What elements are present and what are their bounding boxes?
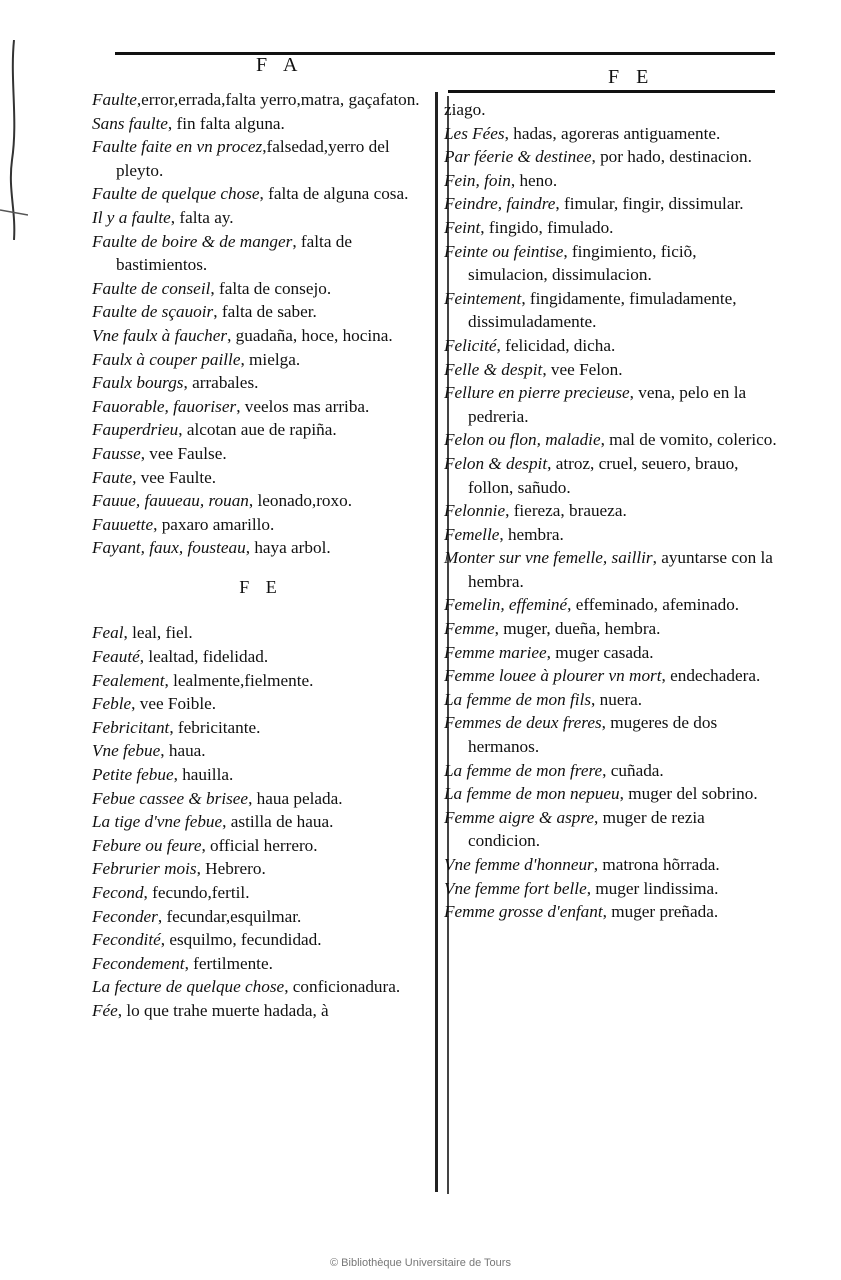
entry-translation: , hembra. xyxy=(499,524,564,544)
entry-headword: Femme mariee xyxy=(444,642,547,662)
dictionary-entry xyxy=(444,617,780,641)
entry-headword: Februrier mois xyxy=(92,859,197,879)
dictionary-entry xyxy=(444,593,780,617)
entry-headword: Feintement xyxy=(444,288,522,308)
entry-headword: Felonnie xyxy=(444,501,506,521)
entry-headword: Faulte de boire & de manger xyxy=(92,231,293,251)
dictionary-entry xyxy=(444,334,780,358)
entry-headword: Vne femme fort belle xyxy=(444,878,587,898)
dictionary-entry xyxy=(92,88,430,112)
entry-headword: Feinte ou feintise xyxy=(444,241,564,261)
entry-translation: , fingimiento, ficiõ, simulacion, dissimulacion. xyxy=(468,241,697,285)
entry-translation: , mielga. xyxy=(240,349,301,369)
entry-headword: Felicité xyxy=(444,335,497,355)
entry-headword: Fecondité xyxy=(92,930,161,950)
entry-headword: Fausse xyxy=(92,443,141,463)
dictionary-entry xyxy=(92,621,430,645)
entry-headword: Feconder xyxy=(92,906,158,926)
entry-translation: , vee Faulte. xyxy=(132,467,217,487)
entry-translation: , haya arbol. xyxy=(245,538,331,558)
left-column xyxy=(92,88,430,1023)
dictionary-entry xyxy=(444,782,780,806)
running-head-left: F A xyxy=(256,54,304,76)
entry-headword: Fecond xyxy=(92,883,144,902)
entry-translation: , guadaña, hoce, hocina. xyxy=(227,325,393,345)
dictionary-entry xyxy=(92,230,430,277)
entry-translation: ,falsedad,yerro del pleyto. xyxy=(116,137,390,180)
entry-headword: Il y a faulte xyxy=(92,207,171,227)
dictionary-entry xyxy=(92,810,430,834)
entry-translation: , mugeres de dos hermanos. xyxy=(468,713,718,757)
dictionary-entry xyxy=(92,669,430,693)
dictionary-entry xyxy=(444,877,780,901)
entry-headword: Feint xyxy=(444,217,481,237)
dictionary-entry xyxy=(444,546,780,593)
entry-translation: , hauilla. xyxy=(173,765,234,785)
dictionary-entry xyxy=(444,853,780,877)
entry-headword: Fée xyxy=(92,1000,118,1020)
dictionary-entry xyxy=(92,999,430,1023)
entry-headword: Fellure en pierre precieuse xyxy=(444,383,630,403)
entry-headword: Par féerie & destinee xyxy=(444,147,592,167)
entry-headword: Faulx bourgs xyxy=(92,373,184,393)
dictionary-entry xyxy=(444,192,780,216)
entry-translation: , febricitante. xyxy=(169,717,261,737)
entry-translation: , arrabales. xyxy=(183,373,259,393)
entry-translation: , felicidad, dicha. xyxy=(496,335,616,355)
entry-headword: Faulte de quelque chose xyxy=(92,184,260,204)
entry-headword: Fauue, fauueau, rouan xyxy=(92,491,249,511)
entry-headword: Fauuette xyxy=(92,514,154,534)
dictionary-entry xyxy=(92,975,430,999)
entry-headword: Femme xyxy=(444,619,495,639)
dictionary-entry xyxy=(92,182,430,206)
entry-headword: Feble xyxy=(92,694,132,714)
dictionary-entry xyxy=(92,536,430,560)
entry-headword: Feindre, faindre xyxy=(444,194,556,214)
entry-translation: , por hado, destinacion. xyxy=(591,147,752,167)
entry-headword: Felon ou flon, maladie xyxy=(444,430,601,450)
dictionary-entry xyxy=(444,145,780,169)
entry-translation: , vee Foible. xyxy=(131,694,217,714)
entry-headword: Felon & despit xyxy=(444,453,548,473)
dictionary-entry xyxy=(92,112,430,136)
entry-translation: , muger del sobrino. xyxy=(619,784,758,804)
entry-headword: Femme grosse d'enfant xyxy=(444,902,603,922)
dictionary-entry xyxy=(92,300,430,324)
dictionary-entry xyxy=(92,395,430,419)
header-rule-right xyxy=(448,90,775,93)
dictionary-entry xyxy=(444,98,780,122)
entry-translation: ziago. xyxy=(444,100,486,119)
dictionary-entry xyxy=(444,216,780,240)
entry-headword: Fein, foin xyxy=(444,170,511,190)
entry-headword: Vne faulx à faucher xyxy=(92,325,228,345)
dictionary-entry xyxy=(92,739,430,763)
entry-translation: , falta de bastimientos. xyxy=(116,231,352,275)
entry-headword: La femme de mon frere xyxy=(444,760,603,780)
dictionary-entry xyxy=(444,759,780,783)
entry-headword: Femelle xyxy=(444,524,500,544)
entry-translation: , leal, fiel. xyxy=(123,623,193,643)
entry-headword: Faulte de conseil xyxy=(92,278,211,298)
dictionary-entry xyxy=(444,499,780,523)
dictionary-entry xyxy=(444,240,780,287)
dictionary-entry xyxy=(444,122,780,146)
entry-translation: , astilla de haua. xyxy=(222,812,334,832)
entry-headword: Febure ou feure xyxy=(92,835,202,855)
entry-translation: , mal de vomito, colerico. xyxy=(600,430,777,450)
dictionary-entry xyxy=(92,324,430,348)
dictionary-entry xyxy=(444,358,780,382)
entry-headword: Les Fées xyxy=(444,123,505,143)
entry-translation: , falta ay. xyxy=(170,207,234,227)
dictionary-entry xyxy=(92,716,430,740)
dictionary-entry xyxy=(92,418,430,442)
entry-headword: Faute xyxy=(92,467,133,487)
entry-translation: , veelos mas arriba. xyxy=(236,396,370,416)
entry-headword: La tige d'vne febue xyxy=(92,812,223,832)
entry-headword: Femme aigre & aspre xyxy=(444,807,595,827)
entry-translation: , fingidamente, fimuladamente, dissimuladamente. xyxy=(468,288,737,332)
entry-translation: , ayuntarse con la hembra. xyxy=(468,548,773,591)
entry-headword: Fauperdrieu xyxy=(92,420,179,440)
dictionary-entry xyxy=(92,928,430,952)
binding-thread-decoration xyxy=(0,40,28,240)
entry-headword: Petite febue xyxy=(92,765,174,785)
column-divider xyxy=(435,92,438,1192)
entry-headword: Vne febue xyxy=(92,741,161,761)
entry-translation: , muger de rezia condicion. xyxy=(468,807,705,851)
dictionary-entry xyxy=(92,787,430,811)
dictionary-entry xyxy=(444,688,780,712)
dictionary-entry xyxy=(444,452,780,499)
entry-translation: , fimular, fingir, dissimular. xyxy=(555,194,744,214)
entry-headword: Febricitant xyxy=(92,717,170,737)
dictionary-entry xyxy=(92,834,430,858)
entry-translation: , esquilmo, fecundidad. xyxy=(160,930,322,950)
entry-translation: , lealtad, fidelidad. xyxy=(139,647,269,667)
entry-headword: Feal xyxy=(92,623,124,643)
dictionary-entry xyxy=(444,287,780,334)
dictionary-entry xyxy=(92,466,430,490)
entry-headword: Faulx à couper paille xyxy=(92,349,241,369)
entry-translation: , nuera. xyxy=(591,689,643,709)
dictionary-entry xyxy=(92,881,430,905)
entry-translation: , muger lindissima. xyxy=(586,878,719,898)
entry-headword: La femme de mon fils xyxy=(444,689,592,709)
dictionary-entry xyxy=(92,645,430,669)
entry-translation: , hadas, agoreras antiguamente. xyxy=(504,123,721,143)
dictionary-entry xyxy=(92,905,430,929)
entry-translation: , muger casada. xyxy=(546,642,654,662)
dictionary-entry xyxy=(444,664,780,688)
dictionary-entry xyxy=(444,806,780,853)
dictionary-entry xyxy=(444,428,780,452)
entry-headword: Feauté xyxy=(92,647,140,667)
dictionary-entry xyxy=(444,381,780,428)
entry-headword: Fecondement xyxy=(92,953,185,973)
entry-translation: , atroz, cruel, seuero, brauo, follon, sañudo. xyxy=(468,453,739,497)
dictionary-entry xyxy=(92,442,430,466)
entry-translation: , muger preñada. xyxy=(602,902,719,922)
entry-headword: Fealement xyxy=(92,670,165,690)
entry-translation: , vee Felon. xyxy=(542,359,623,379)
entry-translation: , falta de saber. xyxy=(213,302,317,322)
header-rule xyxy=(115,52,775,55)
entry-translation: , leonado,roxo. xyxy=(248,491,353,511)
section-heading: F E xyxy=(239,576,283,597)
entry-headword: Fauorable, fauoriser xyxy=(92,396,237,416)
entry-translation: , alcotan aue de rapiña. xyxy=(178,420,337,440)
entry-headword: Sans faulte xyxy=(92,113,168,133)
entry-headword: La femme de mon nepueu xyxy=(444,784,620,804)
entry-translation: , effeminado, afeminado. xyxy=(567,595,740,615)
dictionary-entry xyxy=(92,489,430,513)
dictionary-entry xyxy=(92,763,430,787)
entry-translation: , fertilmente. xyxy=(184,953,273,973)
entry-translation: , muger, dueña, hembra. xyxy=(494,619,661,639)
entry-translation: , heno. xyxy=(510,170,558,190)
running-head-right: F E xyxy=(608,66,655,88)
entry-translation: , fecundar,esquilmar. xyxy=(157,906,302,926)
dictionary-entry xyxy=(92,277,430,301)
right-column xyxy=(444,98,780,924)
dictionary-entry xyxy=(92,371,430,395)
entry-headword: Faulte xyxy=(92,90,137,109)
entry-translation: , falta de alguna cosa. xyxy=(259,184,409,204)
entry-headword: Felle & despit xyxy=(444,359,543,379)
dictionary-entry xyxy=(444,711,780,758)
entry-translation: , lealmente,fielmente. xyxy=(164,670,314,690)
dictionary-entry xyxy=(92,857,430,881)
entry-translation: , vena, pelo en la pedreria. xyxy=(468,383,747,426)
entry-translation: , lo que trahe muerte hadada, à xyxy=(117,1000,329,1020)
entry-translation: , official herrero. xyxy=(201,835,318,855)
entry-translation: , fiereza, braueza. xyxy=(505,501,627,521)
dictionary-entry xyxy=(444,641,780,665)
entry-translation: , matrona hõrrada. xyxy=(593,855,720,874)
entry-translation: , haua pelada. xyxy=(248,788,343,808)
entry-translation: , endechadera. xyxy=(661,666,761,686)
dictionary-entry xyxy=(92,692,430,716)
entry-translation: , fecundo,fertil. xyxy=(143,883,250,902)
entry-translation: , falta de consejo. xyxy=(210,278,332,298)
entry-headword: Faulte faite en vn procez xyxy=(92,137,263,157)
entry-translation: , fin falta alguna. xyxy=(167,113,285,133)
dictionary-entry xyxy=(92,348,430,372)
copyright-footer: © Bibliothèque Universitaire de Tours xyxy=(330,1257,511,1269)
entry-headword: Monter sur vne femelle, saillir xyxy=(444,548,653,568)
entry-headword: La fecture de quelque chose xyxy=(92,977,285,997)
dictionary-entry xyxy=(92,513,430,537)
dictionary-entry xyxy=(444,900,780,924)
entry-translation: , cuñada. xyxy=(602,760,664,780)
dictionary-entry xyxy=(92,206,430,230)
entry-headword: Faulte de sçauoir xyxy=(92,302,214,322)
entry-headword: Femmes de deux freres xyxy=(444,713,602,733)
entry-headword: Fayant, faux, fousteau xyxy=(92,538,246,558)
entry-translation: , fingido, fimulado. xyxy=(480,217,614,237)
dictionary-entry xyxy=(92,952,430,976)
entry-translation: , conficionadura. xyxy=(284,977,401,997)
dictionary-entry xyxy=(92,135,430,182)
entry-headword: Femme louee à plourer vn mort xyxy=(444,666,662,686)
entry-translation: , Hebrero. xyxy=(196,859,266,879)
entry-translation: , haua. xyxy=(160,741,206,761)
entry-headword: Femelin, effeminé xyxy=(444,595,568,615)
entry-translation: ,error,errada,falta yerro,matra, gaçafaton. xyxy=(136,90,420,109)
entry-translation: , vee Faulse. xyxy=(140,443,227,463)
entry-headword: Vne femme d'honneur xyxy=(444,855,594,874)
entry-headword: Febue cassee & brisee xyxy=(92,788,249,808)
entry-translation: , paxaro amarillo. xyxy=(153,514,275,534)
dictionary-entry xyxy=(444,523,780,547)
dictionary-entry xyxy=(444,169,780,193)
